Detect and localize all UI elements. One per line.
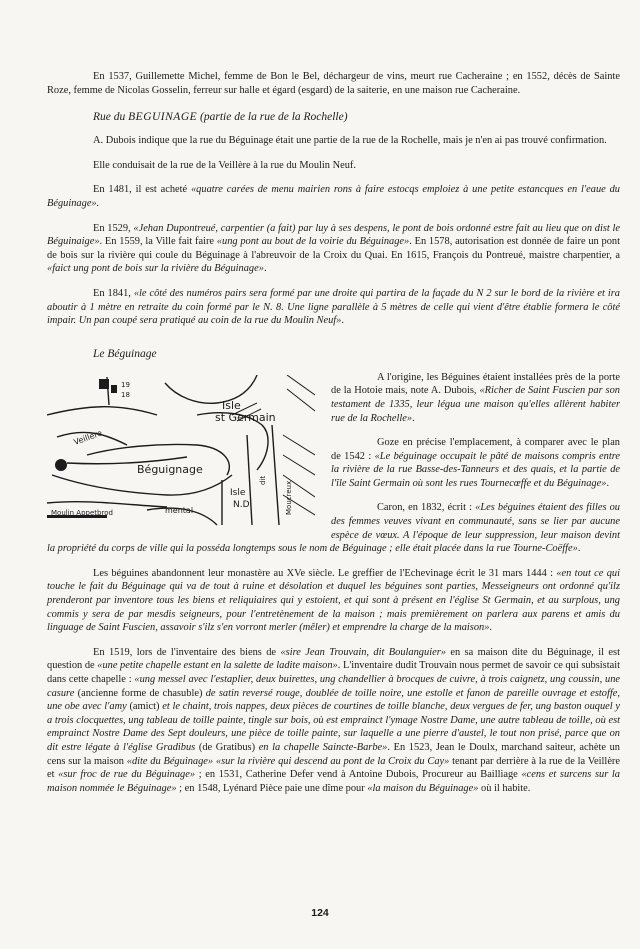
page-number: 124	[311, 907, 329, 919]
paragraph-cacheraine: En 1537, Guillemette Michel, femme de Bon le Bel, déchargeur de vins, meurt rue Cacheraine ; en 1552, décès de Sainte Roze, femme de Nicolas Gosselin, ferreur sur halle et égard (esgard) de la saiterie, en une maison rue Cacheraine.	[47, 71, 620, 96]
paragraph-1841: En 1841, «le côté des numéros pairs sera formé par une droite qui partira de la façade du N 2 sur le bord de la rivière et ira aboutir à 1 mètre en retraite du coin formé par le N. 8. Une ligne parallèle à 5 mètres de celle qui vient d'être établie formera le côté impair. Un pan coupé sera pratiqué au coin de la rue du Moulin Neuf».	[47, 287, 620, 327]
map-label-moulin: Moulin Appetbrod	[51, 508, 113, 517]
map-label-beguignage: Béguignage	[137, 462, 203, 476]
map-label-isle: Isle	[222, 398, 241, 412]
beguinage-map-sketch	[47, 375, 315, 527]
paragraph-1519: En 1519, lors de l'inventaire des biens de «sire Jean Trouvain, dit Boulanguier» en sa maison dite du Béguinage, il est question de «une petite chapelle estant en la salette de ladite maison». L'inventaire dudit Trouvain nous permet de savoir ce qui subsistait dans cette chapelle : «ung messel avec l'estaplier, deux buirettes, ung chandellier à brocques de cuivre, à trois caignetz, ung coussin, une casure (ancienne forme de chasuble) de satin reversé rouge, doublée de toille noire, une estolle et fanon de pareille ouvrage et estoffe, une obe avec l'amy (amict) et le chaint, trois nappes, deux pièces de courtines de toille blanche, deux vergues de fer, ung baston ouquel y a trois clocquettes, ung tableau de toille painte, tingle sur bois, où est emprainct l'ymage Nostre Dame, une autre tableau de toille, où est emprainct Nostre Dame des Sept douleurs, une pièce de toille painte, sur laquelle a une pierre d'austel, le tout non prisé, parce que on dit estre légate à l'église Gradibus (de Gratibus) en la chapelle Saincte-Barbe». En 1523, Jean le Doulx, marchand saiteur, achète un cens sur la maison «dite du Béguinage» «sur la rivière qui descend au pont de la Croix du Cay» tenant par derrière à la rue de la Veillère et «sur froc de rue du Béguinage» ; en 1531, Catherine Defer vend à Antoine Dubois, Procureur au Bailliage «cens et surcens sur la maison nommée le Béguinage» ; en 1548, Lyénard Pièce paie une dîme pour «la maison du Béguinage» où il habite.	[47, 646, 621, 794]
map-label-mental: mental	[165, 505, 194, 515]
paragraph-1481: En 1481, il est acheté «quatre carées de menu mairien rons à faire estocqs emploiez à une petite estancques en l'eaue du Béguinage».	[47, 184, 620, 209]
paragraph-1444: Les béguines abandonnent leur monastère au XVe siècle. Le greffier de l'Echevinage écrit le 31 mars 1444 : «en tout ce qui touche le fait du Béguinage qui va de tout à ruine et désolation et duquel les béguines sont parties, Messeigneurs ont ordonné qu'ilz prenderont par inventore tous les biens et reliquiaires qui y estoient, et qui sont à présent en l'église St Germain, et au surplous, ung commis y sera de par mesdis seigneurs, pour l'entretènement de la maison ; mais premièrement on parlera aux parens et amis du linguage de Saint Fuscien, assavoir s'ilz s'en vorront merler (mêler) et emprendre la charge de la maison».	[47, 567, 620, 634]
map-label-veillere: Veillère	[72, 428, 104, 447]
paragraph-caron: Caron, en 1832, écrit : «Les béguines étaient des filles ou des femmes veuves vivant en communauté, sans se lier par aucune espèce de vœux. A l'époque de leur suppression, leur maison devint la propriété du corps de ville qui la posséda longtemps sous le nom de Béguinage ; elle était placée dans la rue Tourne-Coëffe».	[47, 502, 620, 555]
section-heading-le-beguinage: Le Béguinage	[93, 347, 157, 360]
map-label-18: 18	[121, 390, 130, 399]
map-label-isle-nd: Isle	[230, 487, 246, 498]
paragraph-conduisait: Elle conduisait de la rue de la Veillère à la rue du Moulin Neuf.	[93, 159, 356, 171]
map-label-st-germain: st Germain	[215, 410, 276, 424]
paragraph-goze: Goze en précise l'emplacement, à comparer avec le plan de 1542 : «Le béguinage occupait le pâté de maisons compris entre la rivière de la rue Basse-des-Tanneurs et des quais, et la partie de l'île Saint Germain où sont les rues Tournecœffe et du Béguinage».	[331, 437, 620, 489]
map-label-dit: dit	[259, 475, 267, 485]
map-label-moucreux: Moucreux	[285, 480, 293, 515]
paragraph-origine: A l'origine, les Béguines étaient installées près de la porte de la Hotoie mais, note A. Dubois, «Richer de Saint Fuscien par son testament de 1335, leur légua une maison qu'elles allèrent habiter rue de la Rochelle».	[331, 371, 620, 424]
map-label-nd: N.D.	[233, 499, 253, 510]
paragraph-1529: En 1529, «Jehan Dupontreué, carpentier (a fait) par luy à ses despens, le pont de bois ordonné estre fait au lieu que on dist le Béguinaige». En 1559, la Ville fait faire «ung pont au bout de la voirie du Béguinage». En 1578, autorisation est donnée de faire un pont de bois sur la rivière qui coule du Béguinage à l'abreuvoir de la Croix du Quai. En 1615, François du Pontreué, maistre charpentier, a «faict ung pont de bois sur la rivière du Béguinage».	[47, 222, 621, 275]
section-heading-rue-beguinage: Rue du BEGUINAGE (partie de la rue de la Rochelle)	[93, 111, 348, 124]
map-drawing	[47, 375, 315, 527]
map-label-19: 19	[121, 380, 130, 389]
paragraph-dubois: A. Dubois indique que la rue du Béguinage était une partie de la rue de la Rochelle, mais je n'en ai pas trouvé confirmation.	[93, 135, 607, 147]
